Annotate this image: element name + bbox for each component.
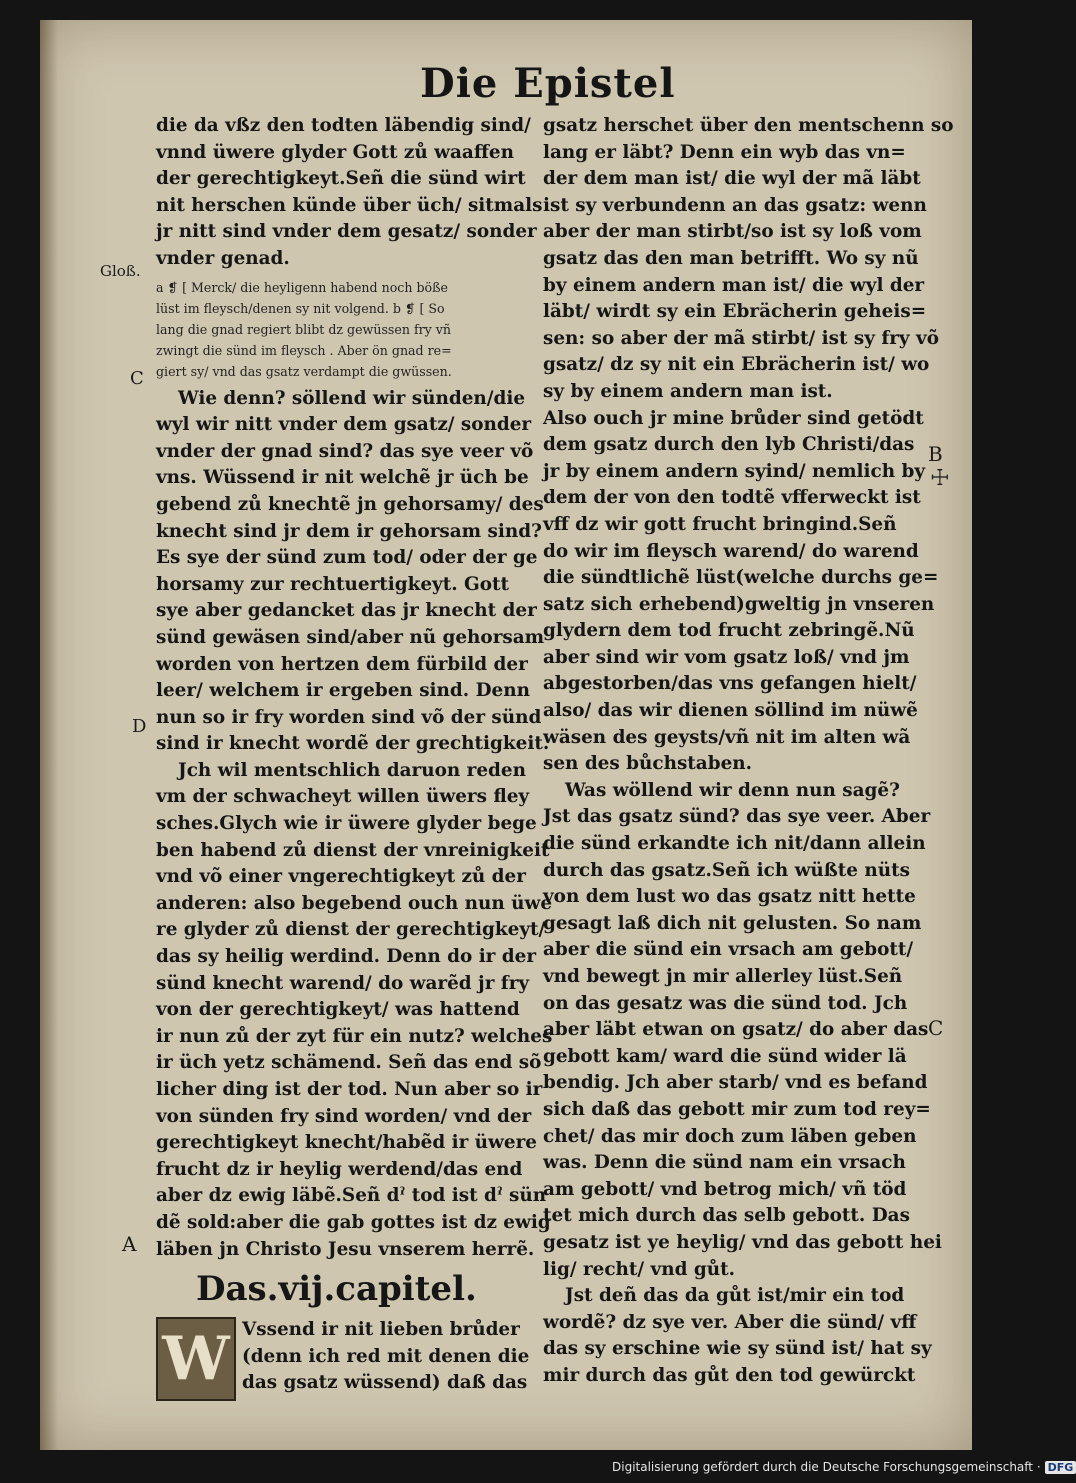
text-line: a ❡ [ Merck/ die heyligenn habend noch böße	[156, 279, 448, 295]
text-line: aber der man stirbt/so ist sy loß vom	[543, 221, 922, 243]
text-line: läben jn Christo Jesu vnserem herrẽ.	[156, 1238, 535, 1260]
right-text-block-a	[543, 113, 954, 778]
text-line: dẽ sold:aber die gab gottes ist dz ewig	[156, 1211, 551, 1233]
text-line: also/ das wir dienen söllind im nüwẽ	[543, 700, 918, 722]
text-line: Was wöllend wir denn nun sagẽ?	[565, 779, 900, 801]
text-line: horsamy zur rechtuertigkeyt. Gott	[156, 573, 509, 595]
text-line: vnder der gnad sind? das sye veer võ	[156, 440, 534, 462]
text-line: gsatz/ dz sy nit ein Ebrächerin ist/ wo	[543, 354, 930, 376]
text-line: gebott kam/ ward die sünd wider lä	[543, 1045, 907, 1067]
chapter-opening-lines	[242, 1317, 529, 1401]
text-line: satz sich erhebend)gweltig jn vnseren	[543, 593, 935, 615]
margin-marker-a: A	[122, 1232, 137, 1256]
margin-marker-cross: ☩	[930, 466, 950, 491]
text-line: am gebott/ vnd betrog mich/ vñ töd	[543, 1178, 907, 1200]
text-line: vm der schwacheyt willen üwers fley	[156, 786, 530, 808]
text-line: ist sy verbundenn an das gsatz: wenn	[543, 194, 927, 216]
text-line: Wie denn? söllend wir sünden/die	[178, 387, 526, 409]
text-line: von dem lust wo das gsatz nitt hette	[543, 886, 916, 908]
text-line: sen: so aber der mã stirbt/ ist sy fry võ	[543, 327, 939, 349]
text-line: was. Denn die sünd nam ein vrsach	[543, 1152, 906, 1174]
text-line: vnd bewegt jn mir allerley lüst.Señ	[543, 966, 903, 987]
chapter-opening	[156, 1317, 530, 1401]
text-line: die sünd erkandte ich nit/dann allein	[543, 833, 926, 855]
text-line: gsatz herschet über den mentschenn so	[543, 115, 954, 136]
text-line: die da vßz den todten läbendig sind/	[156, 115, 531, 136]
scanned-page	[40, 20, 972, 1450]
gloss-note	[156, 277, 524, 382]
decorated-initial: W	[156, 1317, 236, 1401]
left-text-block-c	[156, 758, 553, 1263]
text-line: gsatz das den man betrifft. Wo sy nũ	[543, 247, 919, 269]
text-line: nun so ir fry worden sind võ der sünd	[156, 706, 542, 728]
text-line: chet/ das mir doch zum läben geben	[543, 1125, 917, 1147]
text-line: wäsen des geysts/vñ nit im alten wã	[543, 726, 911, 748]
text-line: by einem andern man ist/ die wyl der	[543, 274, 925, 296]
text-line: ir üch yetz schämend. Señ das end sõ	[156, 1052, 542, 1074]
text-line: ben habend zů dienst der vnreinigkeit	[156, 839, 550, 861]
text-line: von der gerechtigkeyt/ was hattend	[156, 999, 520, 1021]
text-line: sy by einem andern man ist.	[543, 380, 833, 402]
text-line: Also ouch jr mine brůder sind getödt	[543, 407, 924, 429]
text-line: das sy heilig werdind. Denn do ir der	[156, 946, 537, 968]
margin-marker-c2: C	[928, 1016, 944, 1040]
text-line: bendig. Jch aber starb/ vnd es befand	[543, 1072, 928, 1094]
text-line: dem gsatz durch den lyb Christi/das	[543, 434, 915, 456]
text-line: nit herschen künde über üch/ sitmals	[156, 194, 543, 216]
text-line: lang die gnad regiert blibt dz gewüssen fry vñ	[156, 321, 451, 337]
text-line: das gsatz wüssend) daß das	[242, 1372, 528, 1394]
text-line: dem der von den todtẽ vfferweckt ist	[543, 487, 921, 509]
text-line: aber läbt etwan on gsatz/ do aber das	[543, 1019, 929, 1041]
digitization-footer	[612, 1460, 1076, 1474]
text-line: sen des bůchstaben.	[543, 753, 753, 775]
margin-marker-d: D	[132, 716, 147, 737]
left-text-block-a	[156, 113, 543, 273]
text-line: Jst das gsatz sünd? das sye veer. Aber	[543, 806, 931, 828]
text-line: sünd gewäsen sind/aber nũ gehorsam	[156, 626, 545, 648]
text-line: on das gesatz was die sünd tod. Jch	[543, 992, 908, 1014]
dfg-logo: DFG	[1045, 1461, 1076, 1474]
text-line: gebend zů knechtẽ jn gehorsamy/ des	[156, 493, 544, 515]
text-line: vff dz wir gott frucht bringind.Señ	[543, 513, 897, 535]
right-text-block-c	[543, 1283, 932, 1389]
text-line: sünd knecht warend/ do warẽd jr fry	[156, 972, 530, 994]
left-column	[156, 113, 553, 1401]
text-line: gesagt laß dich nit gelusten. So nam	[543, 912, 922, 934]
text-line: tet mich durch das selb gebott. Das	[543, 1205, 910, 1227]
text-line: abgestorben/das vns gefangen hielt/	[543, 673, 917, 695]
text-line: wyl wir nitt vnder dem gsatz/ sonder	[156, 414, 532, 436]
left-text-block-b	[156, 386, 550, 758]
margin-marker-b: B	[928, 442, 943, 466]
text-line: zwingt die sünd im fleysch . Aber ön gnad re=	[156, 342, 452, 358]
text-line: lang er läbt? Denn ein wyb das vn=	[543, 141, 906, 163]
text-line: Jch wil mentschlich daruon reden	[178, 759, 526, 781]
text-line: durch das gsatz.Señ ich wüßte nüts	[543, 859, 910, 881]
text-line: der gerechtigkeyt.Señ die sünd wirt	[156, 168, 526, 190]
text-line: jr by einem andern syind/ nemlich by	[543, 460, 926, 482]
text-line: gerechtigkeyt knecht/habẽd ir üwere	[156, 1132, 537, 1154]
text-line: lig/ recht/ vnd gůt.	[543, 1258, 735, 1280]
text-line: das sy erschine wie sy sünd ist/ hat sy	[543, 1338, 932, 1360]
text-line: jr nitt sind vnder dem gesatz/ sonder	[156, 221, 537, 243]
text-line: frucht dz ir heylig werdend/das end	[156, 1158, 523, 1180]
text-line: läbt/ wirdt sy ein Ebrächerin geheis=	[543, 301, 927, 323]
text-line: (denn ich red mit denen die	[242, 1345, 530, 1367]
text-line: giert sy/ vnd das gsatz verdampt die gwüssen.	[156, 363, 452, 379]
text-line: von sünden fry sind worden/ vnd der	[156, 1105, 532, 1127]
text-line: anderen: also begebend ouch nun üwe	[156, 892, 553, 914]
text-line: Es sye der sünd zum tod/ oder der ge	[156, 547, 538, 569]
text-line: ir nun zů der zyt für ein nutz? welches	[156, 1025, 553, 1047]
text-line: vns. Wüssend ir nit welchẽ jr üch be	[156, 467, 529, 489]
text-line: re glyder zů dienst der gerechtigkeyt/	[156, 919, 546, 941]
text-line: licher ding ist der tod. Nun aber so ir	[156, 1079, 543, 1100]
text-line: do wir im fleysch warend/ do warend	[543, 540, 919, 562]
text-line: mir durch das gůt den tod gewürckt	[543, 1364, 916, 1386]
text-line: wordẽ? dz sye ver. Aber die sünd/ vff	[543, 1311, 917, 1333]
text-line: Jst deñ das da gůt ist/mir ein tod	[565, 1285, 905, 1307]
text-line: aber dz ewig läbẽ.Señ dˀ tod ist dˀ sün	[156, 1185, 547, 1207]
text-line: Vssend ir nit lieben brůder	[242, 1319, 520, 1341]
text-line: vnnd üwere glyder Gott zů waaffen	[156, 141, 514, 163]
text-line: gesatz ist ye heylig/ vnd das gebott hei	[543, 1231, 942, 1253]
text-line: worden von hertzen dem fürbild der	[156, 653, 528, 675]
text-line: sye aber gedancket das jr knecht der	[156, 600, 537, 622]
right-column	[543, 113, 954, 1390]
text-line: glydern dem tod frucht zebringẽ.Nũ	[543, 620, 915, 642]
text-line: der dem man ist/ die wyl der mã läbt	[543, 168, 921, 190]
text-line: die sündtlichẽ lüst(welche durchs ge=	[543, 567, 939, 589]
margin-marker-c: C	[130, 368, 144, 389]
text-line: lüst im fleysch/denen sy nit volgend. b ❡ [ So	[156, 300, 445, 316]
chapter-heading: Das.vij.capitel.	[196, 1269, 477, 1310]
text-line: sich daß das gebott mir zum tod rey=	[543, 1098, 931, 1120]
gloss-margin-label: Gloß.	[100, 262, 141, 280]
page-title: Die Epistel	[420, 60, 676, 107]
text-line: aber sind wir vom gsatz loß/ vnd jm	[543, 646, 910, 668]
right-text-block-b	[543, 778, 942, 1283]
text-line: sches.Glych wie ir üwere glyder bege	[156, 813, 537, 835]
text-line: aber die sünd ein vrsach am gebott/	[543, 939, 914, 961]
text-line: knecht sind jr dem ir gehorsam sind?	[156, 520, 542, 542]
text-line: leer/ welchem ir ergeben sind. Denn	[156, 680, 530, 702]
text-line: sind ir knecht wordẽ der grechtigkeit.	[156, 733, 550, 755]
text-line: vnd võ einer vngerechtigkeyt zů der	[156, 866, 526, 888]
footer-text: Digitalisierung gefördert durch die Deutsche Forschungsgemeinschaft ·	[612, 1460, 1041, 1474]
text-line: vnder genad.	[156, 247, 290, 269]
